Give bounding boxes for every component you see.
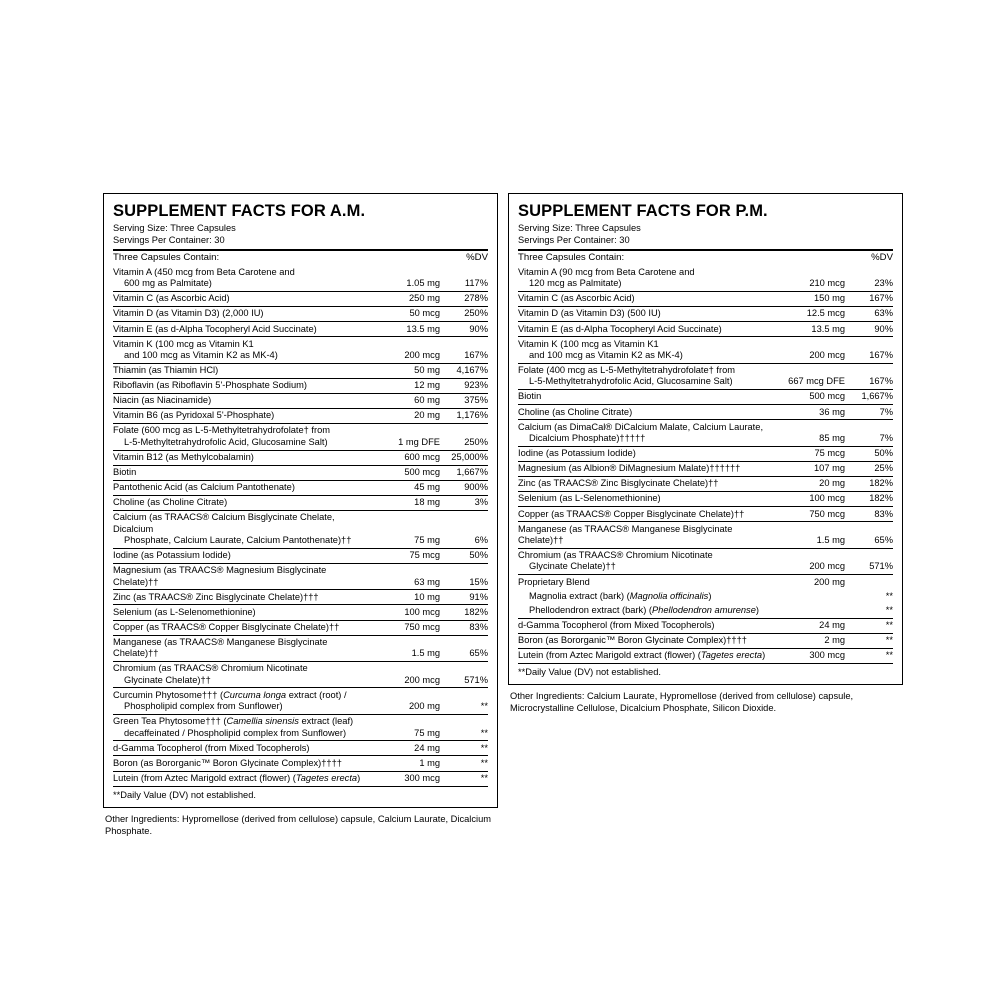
column-header-dv: %DV xyxy=(871,252,893,264)
ingredient-name: Biotin xyxy=(518,390,769,405)
ingredient-name: Zinc (as TRAACS® Zinc Bisglycinate Chelate)†† xyxy=(518,476,769,491)
table-row xyxy=(518,618,893,633)
ingredient-name: Vitamin E (as d-Alpha Tocopheryl Acid Succinate) xyxy=(113,322,364,337)
nutrition-table-pm xyxy=(518,251,893,664)
table-row xyxy=(113,771,488,786)
table-row xyxy=(518,648,893,663)
table-row xyxy=(518,363,893,389)
ingredient-name: Manganese (as TRAACS® Manganese Bisglycinate Chelate)†† xyxy=(518,522,769,548)
ingredient-amount: 150 mg xyxy=(769,291,845,306)
ingredient-dv: ** xyxy=(440,714,488,740)
ingredient-amount: 1 mg DFE xyxy=(364,424,440,450)
ingredient-amount: 1 mg xyxy=(364,756,440,771)
panel-title-am: SUPPLEMENT FACTS FOR A.M. xyxy=(113,202,366,220)
ingredient-amount: 300 mcg xyxy=(364,771,440,786)
ingredient-dv: 25% xyxy=(845,461,893,476)
ingredient-dv: 65% xyxy=(845,522,893,548)
footnote-am: **Daily Value (DV) not established. xyxy=(113,789,256,800)
ingredient-amount: 85 mg xyxy=(769,420,845,446)
ingredient-amount: 24 mg xyxy=(364,741,440,756)
ingredient-dv: 571% xyxy=(440,662,488,688)
table-row xyxy=(113,510,488,548)
ingredient-name: Folate (400 mcg as L-5-Methyltetrahydrofolate† from L-5-Methyltetrahydrofolic Acid, Glucosamine Salt) xyxy=(518,363,769,389)
footnote-pm: **Daily Value (DV) not established. xyxy=(518,666,661,677)
ingredient-dv: 91% xyxy=(440,590,488,605)
ingredient-name: Copper (as TRAACS® Copper Bisglycinate Chelate)†† xyxy=(518,507,769,522)
ingredient-amount: 300 mcg xyxy=(769,648,845,663)
ingredient-amount: 100 mcg xyxy=(364,605,440,620)
ingredient-amount: 500 mcg xyxy=(769,390,845,405)
ingredient-name: Lutein (from Aztec Marigold extract (flower) (Tagetes erecta) xyxy=(518,648,769,663)
ingredient-dv: 25,000% xyxy=(440,450,488,465)
table-row xyxy=(518,522,893,548)
ingredient-amount: 63 mg xyxy=(364,563,440,589)
nutrition-table-body-pm xyxy=(518,251,893,663)
ingredient-name: Thiamin (as Thiamin HCl) xyxy=(113,363,364,378)
ingredient-dv: 278% xyxy=(440,291,488,306)
ingredient-dv: 923% xyxy=(440,378,488,393)
ingredient-amount: 60 mg xyxy=(364,393,440,408)
ingredient-dv: ** xyxy=(885,590,893,601)
table-row xyxy=(113,480,488,495)
ingredient-amount: 10 mg xyxy=(364,590,440,605)
ingredient-name: Proprietary Blend xyxy=(518,576,590,587)
ingredient-name: Vitamin K (100 mcg as Vitamin K1 and 100 mcg as Vitamin K2 as MK-4) xyxy=(113,337,364,363)
ingredient-name: Calcium (as DimaCal® DiCalcium Malate, Calcium Laurate, Dicalcium Phosphate)††††† xyxy=(518,420,769,446)
facts-box-am xyxy=(103,193,498,808)
ingredient-amount: 100 mcg xyxy=(769,492,845,507)
ingredient-name: Choline (as Choline Citrate) xyxy=(113,495,364,510)
ingredient-dv: 167% xyxy=(440,337,488,363)
ingredient-dv: 7% xyxy=(845,420,893,446)
ingredient-amount: 500 mcg xyxy=(364,465,440,480)
ingredient-dv: 4,167% xyxy=(440,363,488,378)
ingredient-amount: 200 mcg xyxy=(769,337,845,363)
servings-per-container-am: Servings Per Container: 30 xyxy=(113,234,225,245)
table-row xyxy=(113,408,488,423)
panel-am xyxy=(103,193,498,838)
other-ingredients-pm: Other Ingredients: Calcium Laurate, Hypromellose (derived from cellulose) capsule, Microcrystalline Cellulose, Dicalcium Phosphate, Silicon Dioxide. xyxy=(510,691,854,713)
ingredient-dv: 1,176% xyxy=(440,408,488,423)
ingredient-dv: 182% xyxy=(440,605,488,620)
ingredient-name: Selenium (as L-Selenomethionine) xyxy=(113,605,364,620)
table-row xyxy=(113,450,488,465)
ingredient-name: Vitamin B12 (as Methylcobalamin) xyxy=(113,450,364,465)
ingredient-name: Vitamin K (100 mcg as Vitamin K1 and 100 mcg as Vitamin K2 as MK-4) xyxy=(518,337,769,363)
ingredient-dv: 83% xyxy=(845,507,893,522)
ingredient-amount: 20 mg xyxy=(769,476,845,491)
table-row xyxy=(518,575,893,590)
table-row xyxy=(518,461,893,476)
ingredient-amount: 250 mg xyxy=(364,291,440,306)
ingredient-amount: 75 mg xyxy=(364,714,440,740)
column-header-amount xyxy=(769,251,845,265)
ingredient-name: Riboflavin (as Riboflavin 5'-Phosphate Sodium) xyxy=(113,378,364,393)
ingredient-name: Manganese (as TRAACS® Manganese Bisglycinate Chelate)†† xyxy=(113,635,364,661)
table-row xyxy=(113,590,488,605)
ingredient-dv: 50% xyxy=(845,446,893,461)
ingredient-name: Biotin xyxy=(113,465,364,480)
ingredient-amount xyxy=(769,603,845,618)
ingredient-dv: 117% xyxy=(440,265,488,291)
serving-size-am: Serving Size: Three Capsules xyxy=(113,223,236,234)
ingredient-name: Curcumin Phytosome††† (Curcuma longa extract (root) / Phospholipid complex from Sunflower) xyxy=(113,688,364,714)
ingredient-dv: 7% xyxy=(845,405,893,420)
ingredient-amount: 2 mg xyxy=(769,633,845,648)
ingredient-name: Vitamin A (90 mcg from Beta Carotene and 120 mcg as Palmitate) xyxy=(518,265,769,291)
table-row xyxy=(113,363,488,378)
table-row xyxy=(113,265,488,291)
table-row xyxy=(113,495,488,510)
ingredient-dv: 90% xyxy=(440,322,488,337)
table-header-row xyxy=(518,251,893,265)
ingredient-name: Magnolia extract (bark) (Magnolia officinalis) xyxy=(529,590,712,601)
ingredient-name: Chromium (as TRAACS® Chromium Nicotinate Glycinate Chelate)†† xyxy=(518,548,769,574)
ingredient-name: Choline (as Choline Citrate) xyxy=(518,405,769,420)
ingredient-name: Vitamin E (as d-Alpha Tocopheryl Acid Succinate) xyxy=(518,322,769,337)
servings-per-container-pm: Servings Per Container: 30 xyxy=(518,234,630,245)
ingredient-amount: 36 mg xyxy=(769,405,845,420)
ingredient-amount: 24 mg xyxy=(769,618,845,633)
table-header-row xyxy=(113,251,488,265)
ingredient-name: Vitamin B6 (as Pyridoxal 5'-Phosphate) xyxy=(113,408,364,423)
ingredient-amount: 200 mg xyxy=(364,688,440,714)
ingredient-amount: 200 mcg xyxy=(769,548,845,574)
ingredient-name: Chromium (as TRAACS® Chromium Nicotinate Glycinate Chelate)†† xyxy=(113,662,364,688)
ingredient-amount: 667 mcg DFE xyxy=(769,363,845,389)
ingredient-name: Magnesium (as TRAACS® Magnesium Bisglycinate Chelate)†† xyxy=(113,563,364,589)
ingredient-name: Magnesium (as Albion® DiMagnesium Malate)†††††† xyxy=(518,461,769,476)
ingredient-amount xyxy=(769,589,845,603)
ingredient-dv: ** xyxy=(440,756,488,771)
ingredient-dv: 375% xyxy=(440,393,488,408)
ingredient-name: Selenium (as L-Selenomethionine) xyxy=(518,492,769,507)
table-row xyxy=(518,476,893,491)
ingredient-amount: 50 mcg xyxy=(364,307,440,322)
ingredient-dv: 63% xyxy=(845,307,893,322)
table-row xyxy=(113,605,488,620)
ingredient-name: Folate (600 mcg as L-5-Methyltetrahydrofolate† from L-5-Methyltetrahydrofolic Acid, Glucosamine Salt) xyxy=(113,424,364,450)
ingredient-dv: 167% xyxy=(845,363,893,389)
table-row xyxy=(113,714,488,740)
table-row xyxy=(518,589,893,603)
ingredient-dv: 571% xyxy=(845,548,893,574)
table-row xyxy=(113,662,488,688)
ingredient-amount: 18 mg xyxy=(364,495,440,510)
ingredient-name: Iodine (as Potassium Iodide) xyxy=(518,446,769,461)
ingredient-dv: 250% xyxy=(440,307,488,322)
ingredient-name: Iodine (as Potassium Iodide) xyxy=(113,548,364,563)
table-row xyxy=(113,563,488,589)
table-row xyxy=(113,741,488,756)
ingredient-dv xyxy=(845,575,893,590)
ingredient-name: Lutein (from Aztec Marigold extract (flower) (Tagetes erecta) xyxy=(113,771,364,786)
ingredient-amount: 45 mg xyxy=(364,480,440,495)
ingredient-dv: ** xyxy=(440,741,488,756)
table-row xyxy=(518,603,893,618)
table-row xyxy=(113,620,488,635)
panel-pm xyxy=(508,193,903,715)
column-header-name: Three Capsules Contain: xyxy=(113,252,220,264)
ingredient-amount: 75 mcg xyxy=(769,446,845,461)
column-header-amount xyxy=(364,251,440,265)
table-row xyxy=(518,492,893,507)
table-row xyxy=(518,265,893,291)
table-row xyxy=(113,291,488,306)
ingredient-name: Zinc (as TRAACS® Zinc Bisglycinate Chelate)††† xyxy=(113,590,364,605)
ingredient-dv: 1,667% xyxy=(440,465,488,480)
table-row xyxy=(113,307,488,322)
ingredient-amount: 75 mg xyxy=(364,510,440,548)
table-row xyxy=(518,633,893,648)
table-row xyxy=(113,756,488,771)
ingredient-amount: 750 mcg xyxy=(769,507,845,522)
table-row xyxy=(518,291,893,306)
ingredient-dv: 15% xyxy=(440,563,488,589)
ingredient-dv: 50% xyxy=(440,548,488,563)
table-row xyxy=(518,420,893,446)
ingredient-amount: 200 mcg xyxy=(364,337,440,363)
ingredient-dv: ** xyxy=(845,648,893,663)
table-row xyxy=(518,307,893,322)
ingredient-amount: 12 mg xyxy=(364,378,440,393)
ingredient-name: Boron (as Bororganic™ Boron Glycinate Complex)†††† xyxy=(113,756,364,771)
ingredient-amount: 750 mcg xyxy=(364,620,440,635)
ingredient-dv: ** xyxy=(845,618,893,633)
ingredient-name: Vitamin D (as Vitamin D3) (2,000 IU) xyxy=(113,307,364,322)
ingredient-dv: 167% xyxy=(845,291,893,306)
ingredient-name: d-Gamma Tocopherol (from Mixed Tocopherols) xyxy=(113,741,364,756)
table-row xyxy=(113,548,488,563)
table-row xyxy=(113,635,488,661)
ingredient-dv: 1,667% xyxy=(845,390,893,405)
ingredient-dv: 167% xyxy=(845,337,893,363)
ingredient-amount: 13.5 mg xyxy=(364,322,440,337)
column-header-dv: %DV xyxy=(466,252,488,264)
ingredient-name: Niacin (as Niacinamide) xyxy=(113,393,364,408)
ingredient-dv: 90% xyxy=(845,322,893,337)
ingredient-dv: 6% xyxy=(440,510,488,548)
table-row xyxy=(518,405,893,420)
ingredient-dv: 182% xyxy=(845,492,893,507)
ingredient-dv: 23% xyxy=(845,265,893,291)
serving-size-pm: Serving Size: Three Capsules xyxy=(518,223,641,234)
ingredient-name: Vitamin C (as Ascorbic Acid) xyxy=(518,291,769,306)
ingredient-name: Vitamin D (as Vitamin D3) (500 IU) xyxy=(518,307,769,322)
table-row xyxy=(113,424,488,450)
table-row xyxy=(113,337,488,363)
column-header-name: Three Capsules Contain: xyxy=(518,252,625,264)
ingredient-amount: 50 mg xyxy=(364,363,440,378)
ingredient-name: Calcium (as TRAACS® Calcium Bisglycinate Chelate, Dicalcium Phosphate, Calcium Laurate, Calcium Pantothenate)†† xyxy=(113,510,364,548)
ingredient-dv: 250% xyxy=(440,424,488,450)
ingredient-name: Vitamin A (450 mcg from Beta Carotene and 600 mg as Palmitate) xyxy=(113,265,364,291)
ingredient-amount: 75 mcg xyxy=(364,548,440,563)
ingredient-dv: 182% xyxy=(845,476,893,491)
nutrition-table-am xyxy=(113,251,488,787)
ingredient-name: Pantothenic Acid (as Calcium Pantothenate) xyxy=(113,480,364,495)
table-row xyxy=(518,337,893,363)
table-row xyxy=(113,322,488,337)
panel-title-pm: SUPPLEMENT FACTS FOR P.M. xyxy=(518,202,768,220)
table-row xyxy=(113,393,488,408)
ingredient-name: Vitamin C (as Ascorbic Acid) xyxy=(113,291,364,306)
ingredient-name: Boron (as Bororganic™ Boron Glycinate Complex)†††† xyxy=(518,633,769,648)
ingredient-name: Copper (as TRAACS® Copper Bisglycinate Chelate)†† xyxy=(113,620,364,635)
ingredient-dv: 65% xyxy=(440,635,488,661)
ingredient-amount: 1.05 mg xyxy=(364,265,440,291)
ingredient-dv: 900% xyxy=(440,480,488,495)
ingredient-dv: ** xyxy=(440,688,488,714)
ingredient-dv: ** xyxy=(845,603,893,618)
ingredient-amount: 200 mg xyxy=(813,576,845,587)
ingredient-name: Green Tea Phytosome††† (Camellia sinensis extract (leaf) decaffeinated / Phospholipid complex from Sunflower) xyxy=(113,714,364,740)
table-row xyxy=(518,507,893,522)
table-row xyxy=(518,322,893,337)
ingredient-dv: ** xyxy=(440,771,488,786)
ingredient-amount: 200 mcg xyxy=(364,662,440,688)
table-row xyxy=(113,465,488,480)
ingredient-dv: ** xyxy=(845,633,893,648)
ingredient-dv: 83% xyxy=(440,620,488,635)
ingredient-amount: 13.5 mg xyxy=(769,322,845,337)
facts-box-pm xyxy=(508,193,903,685)
ingredient-amount: 210 mcg xyxy=(769,265,845,291)
ingredient-dv: 3% xyxy=(440,495,488,510)
ingredient-amount: 1.5 mg xyxy=(769,522,845,548)
nutrition-table-body-am xyxy=(113,251,488,786)
ingredient-amount: 1.5 mg xyxy=(364,635,440,661)
ingredient-amount: 107 mg xyxy=(769,461,845,476)
table-row xyxy=(518,446,893,461)
ingredient-name: d-Gamma Tocopherol (from Mixed Tocopherols) xyxy=(518,618,769,633)
ingredient-amount: 600 mcg xyxy=(364,450,440,465)
table-row xyxy=(113,378,488,393)
table-row xyxy=(518,548,893,574)
table-row xyxy=(113,688,488,714)
other-ingredients-am: Other Ingredients: Hypromellose (derived from cellulose) capsule, Calcium Laurate, Dicalcium Phosphate. xyxy=(105,814,491,836)
ingredient-name: Phellodendron extract (bark) (Phellodendron amurense) xyxy=(518,603,769,618)
ingredient-amount: 20 mg xyxy=(364,408,440,423)
table-row xyxy=(518,390,893,405)
ingredient-amount: 12.5 mcg xyxy=(769,307,845,322)
